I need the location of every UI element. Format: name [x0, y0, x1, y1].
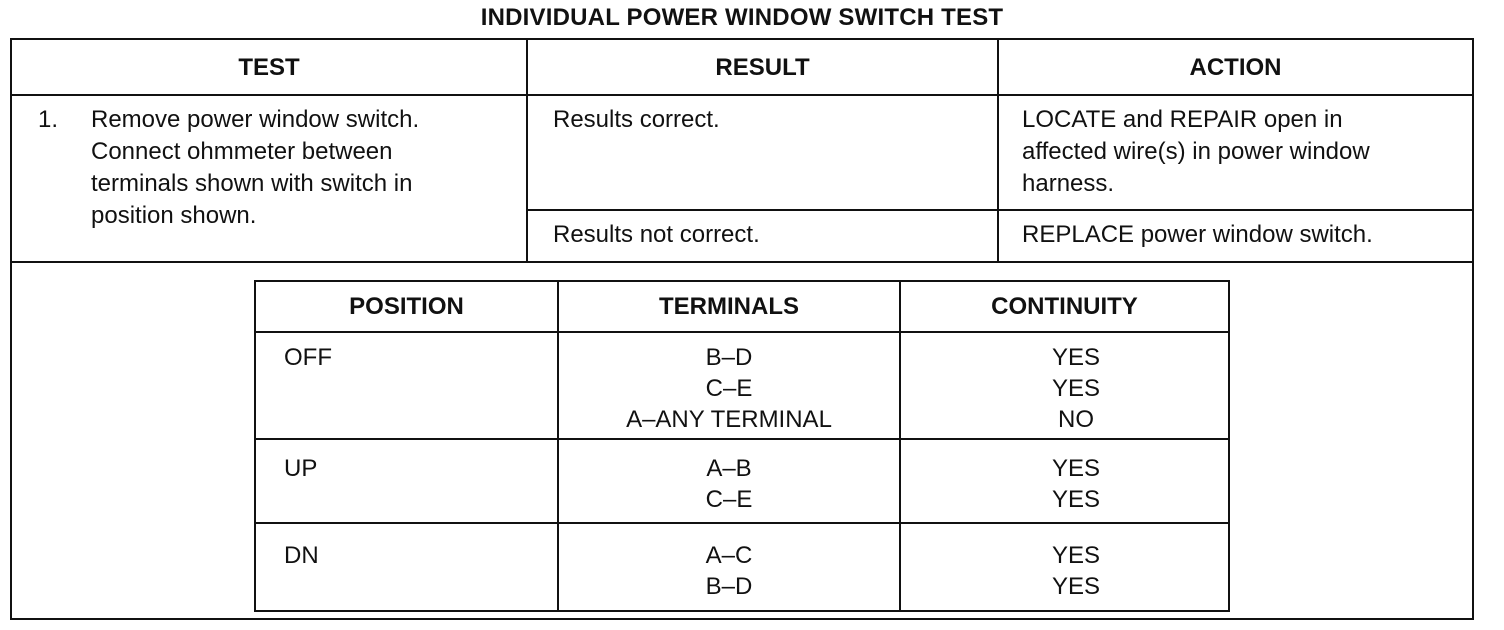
continuity-off: [901, 342, 1251, 435]
header-continuity: CONTINUITY: [991, 293, 1138, 320]
header-position: POSITION: [349, 293, 464, 320]
header-result: RESULT: [715, 54, 810, 81]
terminal-pair: B–D: [705, 573, 753, 600]
step-number: 1.: [38, 106, 59, 133]
continuity-value: NO: [1058, 406, 1094, 433]
continuity-up: [901, 453, 1251, 515]
row-divider: [256, 522, 1228, 524]
row-divider: [256, 438, 1228, 440]
terminal-pair: A–B: [706, 455, 752, 482]
continuity-value: YES: [1051, 542, 1101, 569]
position-dn: DN: [284, 542, 319, 569]
continuity-value: YES: [1051, 573, 1101, 600]
result-correct: Results correct.: [553, 106, 720, 133]
continuity-dn: [901, 540, 1251, 602]
result-not-correct: Results not correct.: [553, 221, 760, 248]
test-line: terminals shown with switch in: [91, 170, 413, 197]
position-off: OFF: [284, 344, 332, 371]
section-divider: [12, 261, 1472, 263]
terminals-up: [559, 453, 899, 515]
test-instruction: [91, 104, 521, 232]
continuity-value: YES: [1051, 375, 1101, 402]
action-line: REPLACE power window switch.: [1022, 221, 1373, 248]
terminal-pair: B–D: [705, 344, 753, 371]
header-terminals: TERMINALS: [659, 293, 799, 320]
action-not-correct: [1022, 219, 1462, 251]
result-row-divider: [526, 209, 1472, 211]
action-line: LOCATE and REPAIR open in: [1022, 106, 1343, 133]
terminal-pair: C–E: [705, 486, 753, 513]
action-line: affected wire(s) in power window: [1022, 138, 1370, 165]
terminals-dn: [559, 540, 899, 602]
continuity-value: YES: [1051, 344, 1101, 371]
terminal-pair: A–ANY TERMINAL: [626, 406, 832, 433]
test-line: Connect ohmmeter between: [91, 138, 393, 165]
action-line: harness.: [1022, 170, 1115, 197]
header-action: ACTION: [1189, 54, 1282, 81]
terminals-off: [559, 342, 899, 435]
header-test: TEST: [238, 54, 300, 81]
terminal-pair: C–E: [705, 375, 753, 402]
action-correct: [1022, 104, 1462, 200]
continuity-value: YES: [1051, 486, 1101, 513]
terminal-pair: A–C: [705, 542, 753, 569]
test-line: position shown.: [91, 202, 257, 229]
test-line: Remove power window switch.: [91, 106, 420, 133]
continuity-value: YES: [1051, 455, 1101, 482]
page-title: INDIVIDUAL POWER WINDOW SWITCH TEST: [480, 4, 1004, 31]
position-up: UP: [284, 455, 318, 482]
continuity-table: [254, 280, 1230, 612]
